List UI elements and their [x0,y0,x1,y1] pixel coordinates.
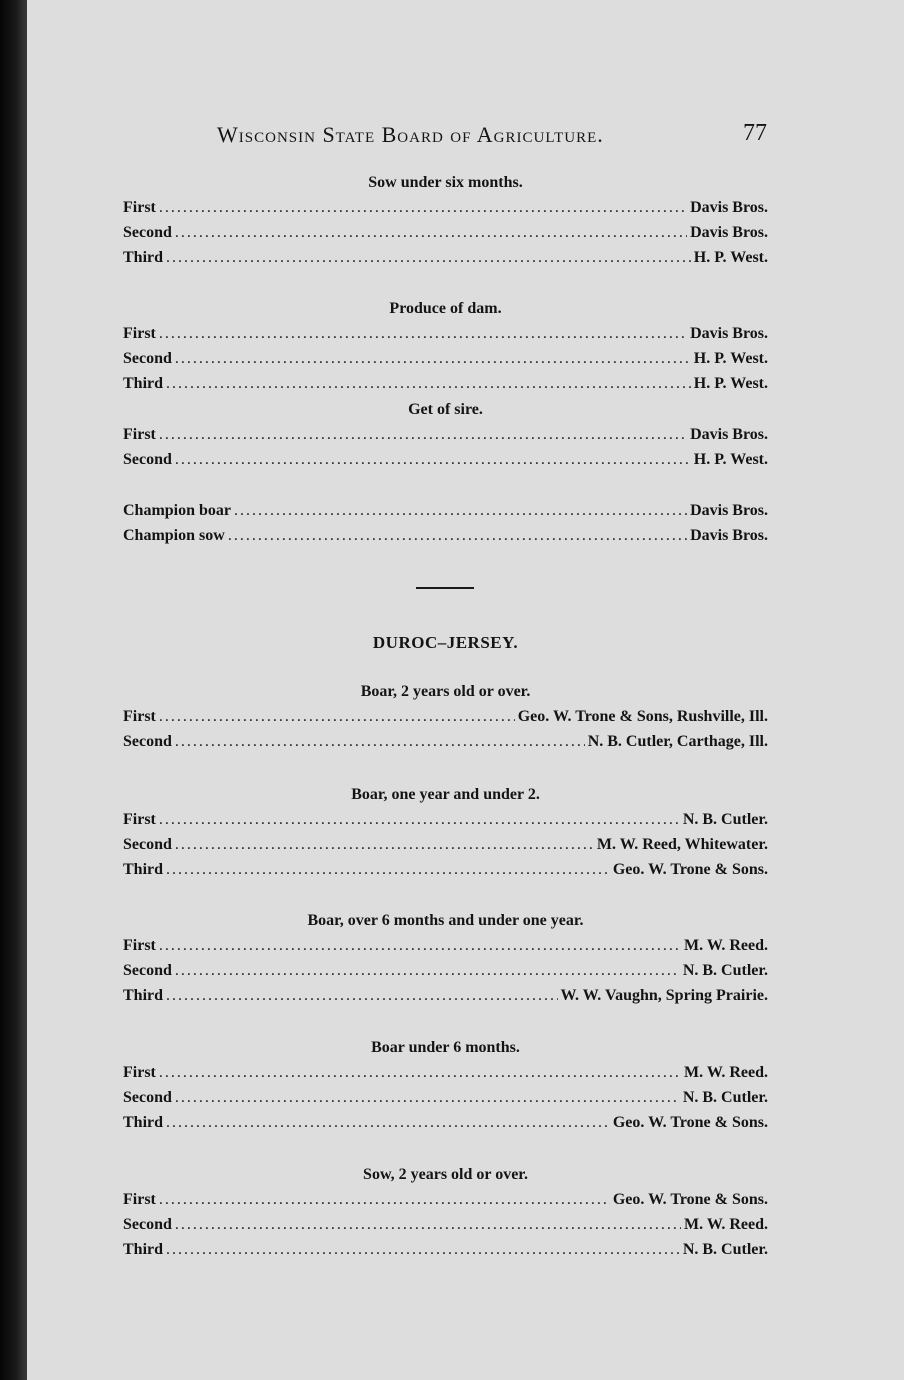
award-place: Third [123,375,164,392]
award-row [123,249,768,271]
award-place: Third [123,249,164,266]
award-winner: Davis Bros. [690,527,768,544]
dot-leader [175,350,691,368]
award-row [123,962,768,984]
group-title: Boar under 6 months. [371,1039,520,1056]
book-page [27,0,904,1380]
section-divider [416,587,474,589]
award-winner: Geo. W. Trone & Sons. [612,1114,768,1131]
award-winner: Davis Bros. [690,224,768,241]
group-title: Boar, over 6 months and under one year. [307,912,584,929]
award-place: Third [123,1241,164,1258]
group-title: Boar, 2 years old or over. [360,683,531,700]
running-header [217,120,767,156]
dot-leader [234,502,687,520]
award-place: Second [123,451,172,468]
award-winner: H. P. West. [693,350,768,367]
award-winner: Davis Bros. [690,325,768,342]
group-title: Sow, 2 years old or over. [363,1166,528,1183]
award-row [123,325,768,347]
award-winner: M. W. Reed. [684,937,768,954]
dot-leader [175,733,585,751]
award-row [123,1089,768,1111]
award-place: Third [123,987,164,1004]
award-row [123,1191,768,1213]
award-winner: N. B. Cutler. [682,962,768,979]
group-title: Sow under six months. [368,174,523,191]
dot-leader [159,937,681,955]
dot-leader [159,199,687,217]
award-place: Second [123,1216,172,1233]
dot-leader [175,962,680,980]
award-row [123,375,768,397]
dot-leader [228,527,687,545]
group-title: Get of sire. [408,401,483,418]
dot-leader [175,836,594,854]
award-winner: M. W. Reed. [684,1064,768,1081]
award-winner: H. P. West. [693,375,768,392]
award-place: First [123,1191,156,1208]
award-row [123,350,768,372]
award-place: Second [123,836,172,853]
dot-leader [159,1191,610,1209]
award-row [123,527,768,549]
dot-leader [175,224,687,242]
dot-leader [175,1216,681,1234]
award-row [123,224,768,246]
award-winner: N. B. Cutler. [682,1089,768,1106]
award-place: First [123,325,156,342]
page-number: 77 [743,120,767,146]
dot-leader [159,811,680,829]
dot-leader [175,1089,680,1107]
dot-leader [166,1241,680,1259]
award-row [123,708,768,730]
award-row [123,1114,768,1136]
award-place: Second [123,350,172,367]
award-winner: H. P. West. [693,451,768,468]
award-row [123,451,768,473]
award-place: Champion sow [123,527,225,544]
award-row [123,1216,768,1238]
book-spine-shadow [0,0,27,1380]
dot-leader [159,426,687,444]
award-place: Second [123,1089,172,1106]
award-winner: Geo. W. Trone & Sons. [612,1191,768,1208]
award-place: First [123,426,156,443]
group-title: Boar, one year and under 2. [351,786,540,803]
header-title: Wisconsin State Board of Agriculture. [217,122,604,147]
award-winner: N. B. Cutler. [682,811,768,828]
award-winner: Davis Bros. [690,199,768,216]
award-row [123,861,768,883]
award-winner: N. B. Cutler, Carthage, Ill. [587,733,768,750]
award-winner: W. W. Vaughn, Spring Prairie. [560,987,768,1004]
award-winner: H. P. West. [693,249,768,266]
dot-leader [166,987,558,1005]
dot-leader [159,1064,681,1082]
dot-leader [159,325,687,343]
dot-leader [159,708,515,726]
award-row [123,811,768,833]
group-title: Produce of dam. [389,300,502,317]
award-place: First [123,937,156,954]
award-place: First [123,1064,156,1081]
award-place: Second [123,224,172,241]
award-place: First [123,199,156,216]
breed-heading: DUROC–JERSEY. [372,633,519,652]
dot-leader [166,249,691,267]
award-place: First [123,708,156,725]
award-place: Second [123,962,172,979]
award-place: Third [123,1114,164,1131]
dot-leader [175,451,691,469]
award-place: First [123,811,156,828]
award-place: Champion boar [123,502,232,519]
award-place: Third [123,861,164,878]
award-winner: Geo. W. Trone & Sons, Rushville, Ill. [517,708,768,725]
dot-leader [166,375,691,393]
award-row [123,1064,768,1086]
award-place: Second [123,733,172,750]
award-winner: Davis Bros. [690,426,768,443]
award-row [123,836,768,858]
dot-leader [166,1114,610,1132]
dot-leader [166,861,610,879]
award-row [123,937,768,959]
award-row [123,502,768,524]
award-row [123,426,768,448]
award-winner: N. B. Cutler. [682,1241,768,1258]
award-row [123,199,768,221]
award-winner: Davis Bros. [690,502,768,519]
award-row [123,733,768,755]
award-row [123,987,768,1009]
award-row [123,1241,768,1263]
award-winner: M. W. Reed. [684,1216,768,1233]
award-winner: Geo. W. Trone & Sons. [612,861,768,878]
award-winner: M. W. Reed, Whitewater. [596,836,768,853]
